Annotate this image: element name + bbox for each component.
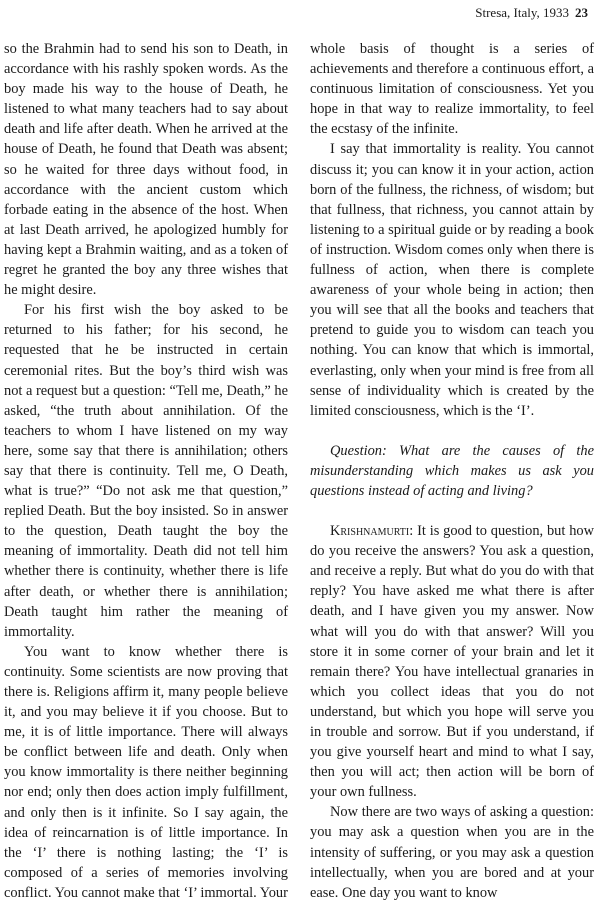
running-head (475, 5, 588, 21)
paragraph: Now there are two ways of asking a question: you may ask a question when you are in the intensity of suffering, or you may ask a question intellectually, when you are bored and at your ease. One day you want to know (310, 804, 594, 901)
paragraph: For his first wish the boy asked to be returned to his father; for his second, he requested that he be instructed in certain ceremonial rites. But the boy’s third wish was not a request but a question: “Tell me, Death,” he asked, “the truth about annihilation. Of the teachers to whom I have listened on my way here, some say that there is annihilation; others say that there is continuity. Tell me, O Death, what is true?” “Do not ask me that question,” replied Death. But the boy insisted. So in answer to the question, Death taught the boy the meaning of immortality. Death did not tell him whether there is continuity, whether there is life after death, or whether there is annihilation; Death taught him rather the meaning of immortality. (4, 302, 288, 640)
paragraph: You want to know whether there is continuity. Some scientists are now proving that there is. Religions affirm it, many people believe it, and you may believe it if you choose. But to me, it is of little importance. There will always be conflict between life and death. Only when you know immortality is there neither beginning nor end; only then does action imply fulfillment, and only then is it infinite. So I say again, the idea of reincarnation is of little importance. In the ‘I’ there is nothing lasting; the ‘I’ is composed of a series of memories involving conflict. You cannot make that ‘I’ immortal. Your (4, 643, 288, 901)
right-column (310, 39, 594, 903)
paragraph: so the Brahmin had to send his son to Death, in accordance with his rashly spoken words. As the boy made his way to the house of Death, he listened to what many teachers had to say about death and life after death. When he arrived at the house of Death, he found that Death was absent; so he waited for three days without food, in accordance with the ancient custom which forbade eating in the absence of the host. When at last Death arrived, he apologized humbly for having kept a Brahmin waiting, and as a token of regret he granted the boy any three wishes that he might desire. (4, 41, 288, 299)
page-number: 23 (575, 5, 588, 20)
question-text: Question: What are the causes of the misunderstanding which makes us ask you questions instead of acting and living? (310, 442, 594, 499)
running-head-location: Stresa, Italy, 1933 (475, 5, 569, 20)
answer-paragraph (310, 521, 594, 802)
paragraph: I say that immortality is reality. You cannot discuss it; you can know it in your action, action born of the fullness, the richness, of wisdom; but that fullness, that richness, you cannot attain by listening to a spiritual guide or by reading a book of instruction. Wisdom comes only when there is fullness of action, when there is complete awareness of your whole being in action; then you will see that all the books and teachers that pretend to guide you to wisdom can teach you nothing. You can know that which is immortal, everlasting, only when your mind is free from all sense of individuality which is created by the limited consciousness, which is the ‘I’. (310, 141, 594, 419)
answer-text: It is good to question, but how do you receive the answers? You ask a question, and receive a reply. But what do you do with that reply? You have asked me what there is after death, and I have given you my answer. Now what will you do with that answer? Will you store it in some corner of your brain and let it remain there? You have intellectual granaries in which you collect ideas that you do not understand, but which you hope will serve you in trouble and sorrow. But if you understand, if you give yourself heart and mind to what I say, then you will act; then action will be born of your own fullness. (310, 523, 594, 801)
speaker-name: Krishnamurti: (330, 523, 414, 540)
paragraph: whole basis of thought is a series of achievements and therefore a continuous effort, a continuous limitation of consciousness. Yet you hope in that way to realize immortality, to feel the ecstasy of the infinite. (310, 41, 594, 138)
left-column (4, 39, 288, 903)
